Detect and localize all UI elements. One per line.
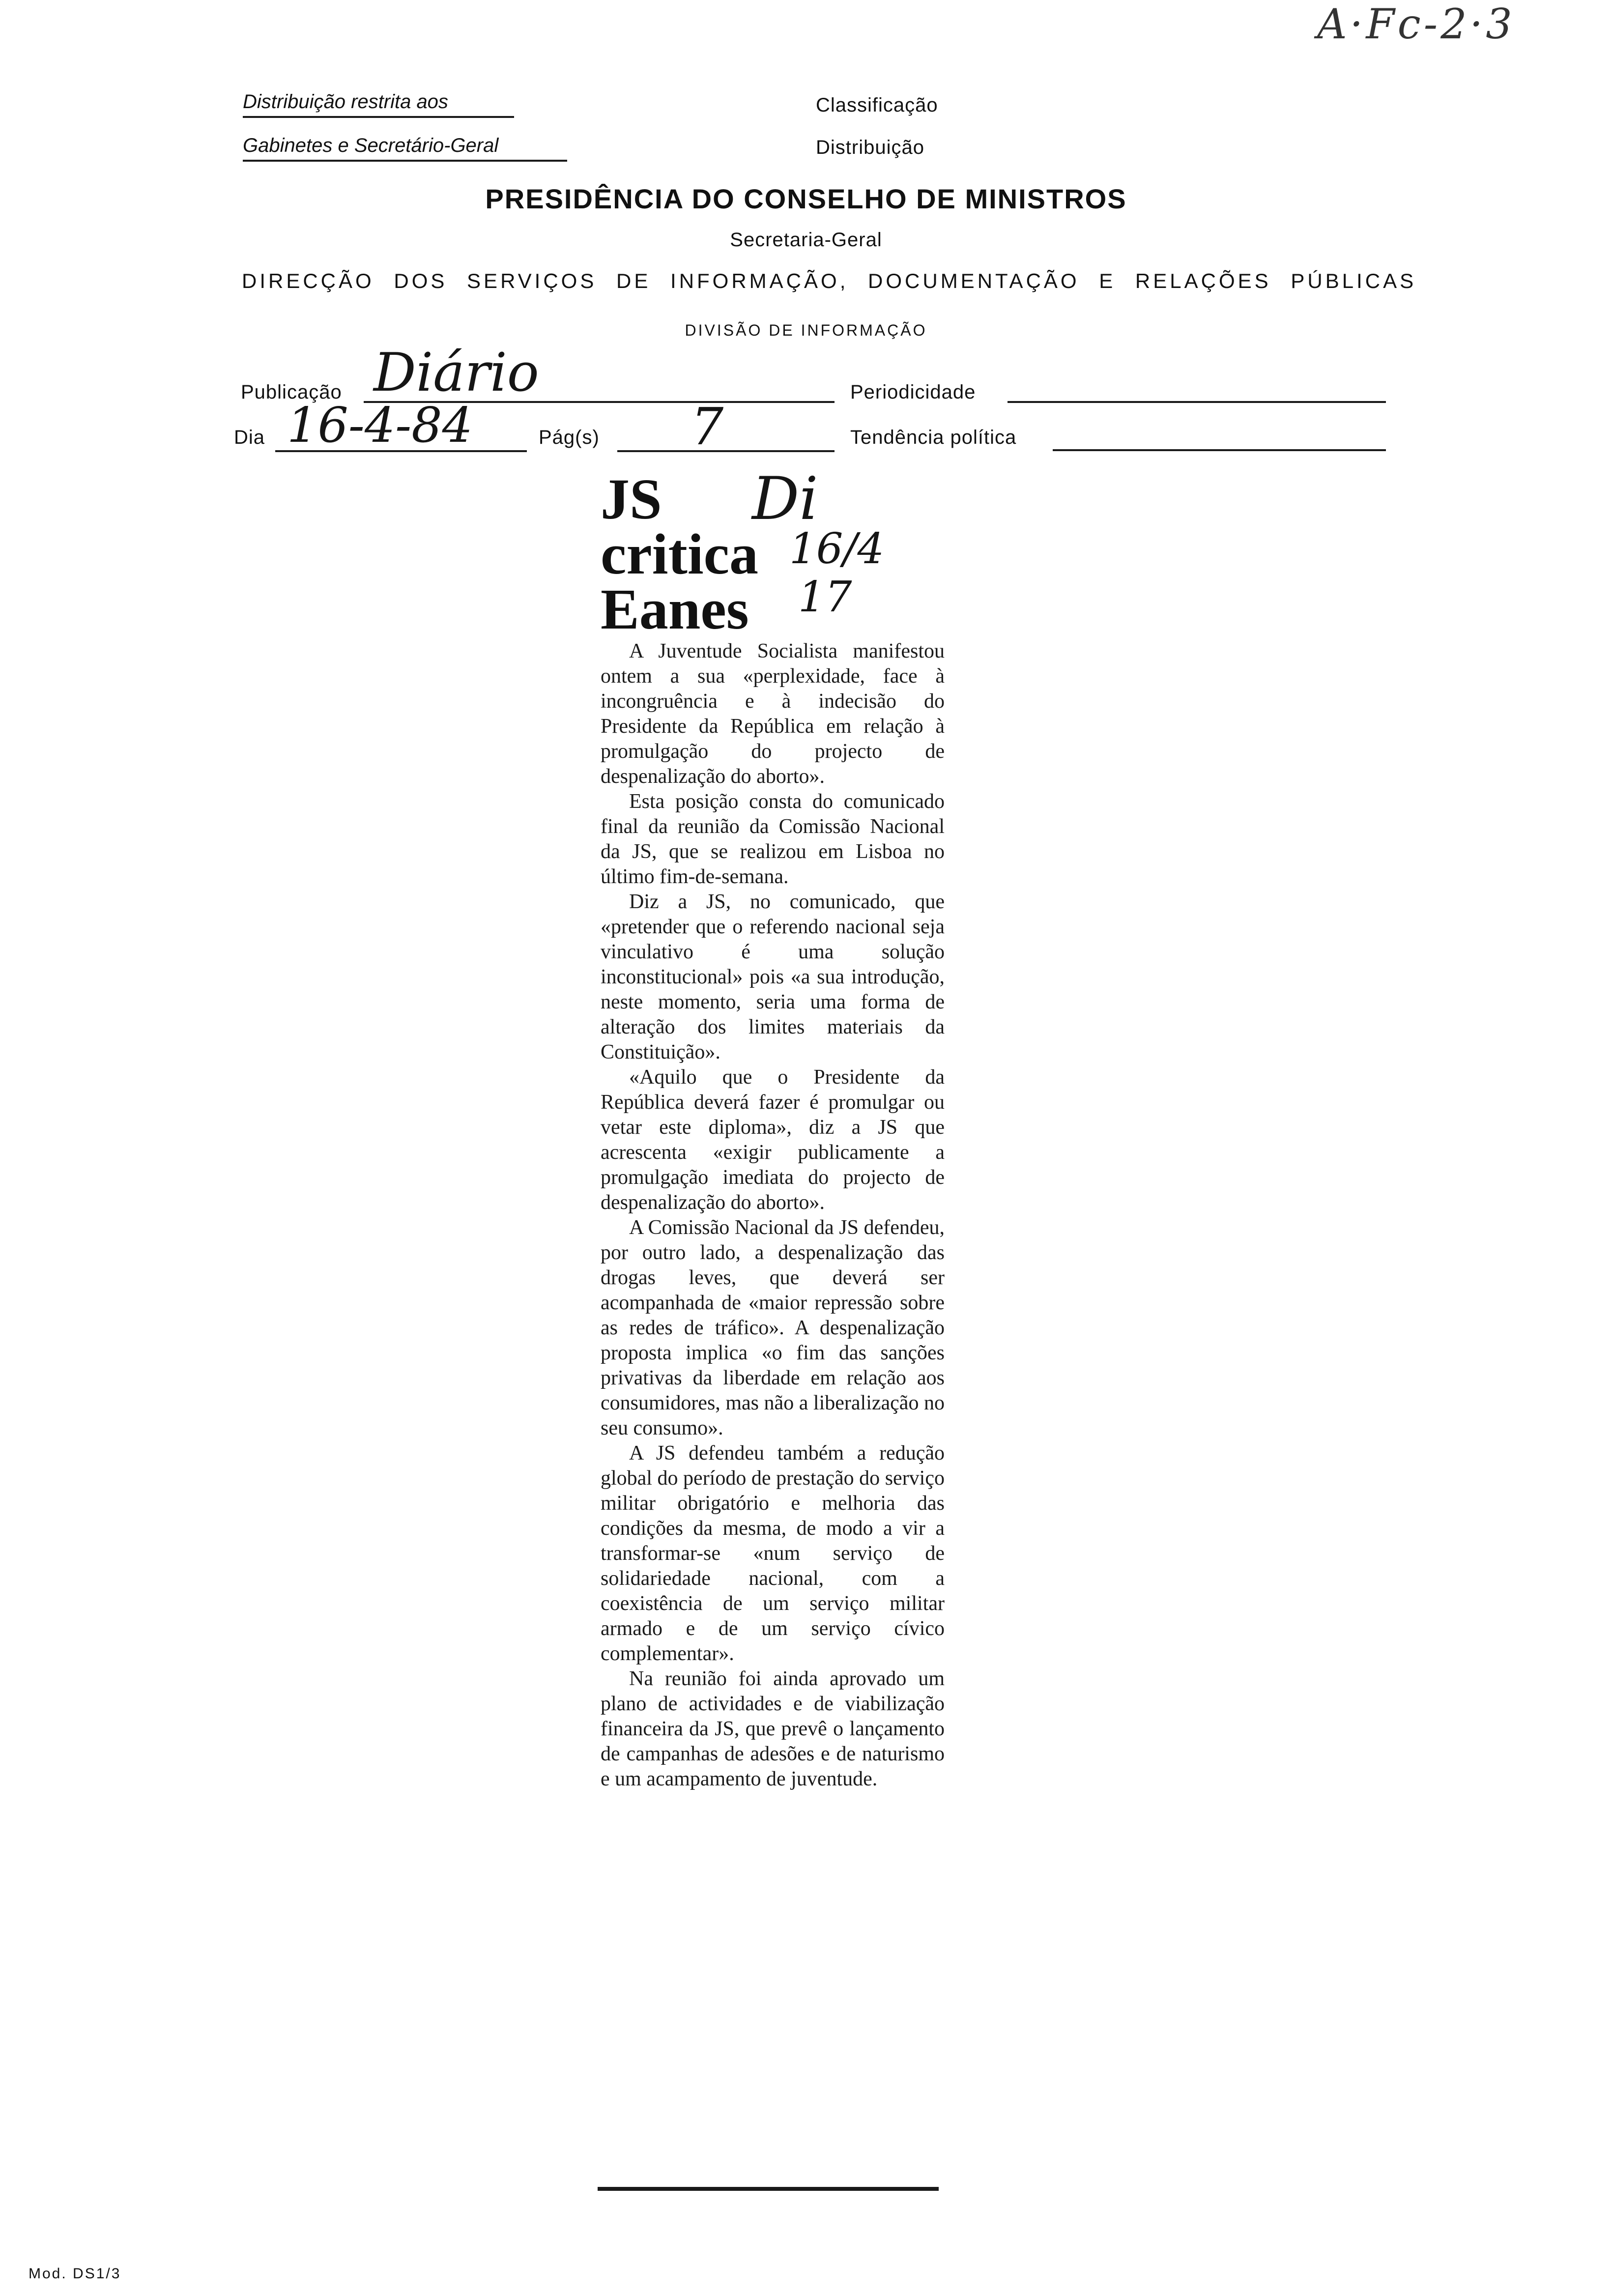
distribution-note [243,91,567,162]
article-body [601,639,945,1792]
dia-label: Dia [234,427,265,448]
headline-line-2: critica [601,522,758,586]
newspaper-clipping [601,465,945,2211]
article-paragraph: A JS defendeu também a redução global do período de prestação do serviço militar obrigatório e melhoria das condições da mesma, de modo a vir a transformar-se «num serviço de solidariedade nacional, com a coexistência de um serviço militar armado e de um serviço cívico complementar». [601,1442,945,1665]
publicacao-value: Diário [374,342,539,403]
form-code: Mod. DS1/3 [29,2266,121,2282]
distribution-line-2: Gabinetes e Secretário-Geral [243,135,567,162]
pag-value: 7 [691,397,724,457]
article-paragraph: Diz a JS, no comunicado, que «pretender que o referendo nacional seja vinculativo é uma solução inconstitucional» pois «a sua introdução, neste momento, seria uma forma de alteração dos limites materiais da Constituição». [601,890,945,1063]
publicacao-label: Publicação [241,381,342,403]
handwritten-page: 17 [798,573,852,622]
headline-line-1: JS [601,467,662,531]
periodicidade-label: Periodicidade [850,381,976,403]
tendencia-label: Tendência política [850,427,1017,448]
headline-line-3: Eanes [601,577,749,641]
tendencia-field [1053,426,1386,451]
handwritten-date: 16/4 [789,524,885,574]
publicacao-field [364,342,835,403]
distribuicao-label: Distribuição [816,137,924,158]
directorate-line: DIRECÇÃO DOS SERVIÇOS DE INFORMAÇÃO, DOCUMENTAÇÃO E RELAÇÕES PÚBLICAS [242,269,1417,292]
pag-label: Pág(s) [539,427,600,448]
article-paragraph: Na reunião foi ainda aprovado um plano de actividades e de viabilização financeira da JS, que prevê o lançamento de campanhas de adesões e de naturismo e um acampamento de juventude. [601,1667,945,1790]
division-line: DIVISÃO DE INFORMAÇÃO [685,321,927,339]
org-subtitle: Secretaria-Geral [730,229,882,251]
article-paragraph: A Comissão Nacional da JS defendeu, por outro lado, a despenalização das drogas leves, que deverá ser acompanhada de «maior repressão sobre as redes de tráfico». A despenalização proposta implica «o fim das sanções privativas da liberdade em relação aos consumidores, mas não a liberalização no seu consumo». [601,1216,945,1439]
archive-annotation: A·Fc-2·3 [1317,0,1515,48]
periodicidade-field [1008,378,1386,403]
article-paragraph: A Juventude Socialista manifestou ontem a sua «perplexidade, face à incongruência e à indecisão do Presidente da República em relação à promulgação do projecto de despenalização do aborto». [601,640,945,788]
pag-field [617,397,835,457]
article-paragraph: Esta posição consta do comunicado final da reunião da Comissão Nacional da JS, que se realizou em Lisboa no último fim-de-semana. [601,790,945,888]
handwritten-source: Di [752,465,818,533]
classificacao-label: Classificação [816,94,938,116]
distribution-line-1: Distribuição restrita aos [243,91,514,118]
dia-field [275,398,527,454]
article-end-rule [598,2187,939,2191]
org-title: PRESIDÊNCIA DO CONSELHO DE MINISTROS [485,183,1127,214]
article-paragraph: «Aquilo que o Presidente da República deverá fazer é promulgar ou vetar este diploma», diz a JS que acrescenta «exigir publicamente a promulgação imediata do projecto de despenalização do aborto». [601,1066,945,1214]
dia-value: 16-4-84 [287,398,473,454]
